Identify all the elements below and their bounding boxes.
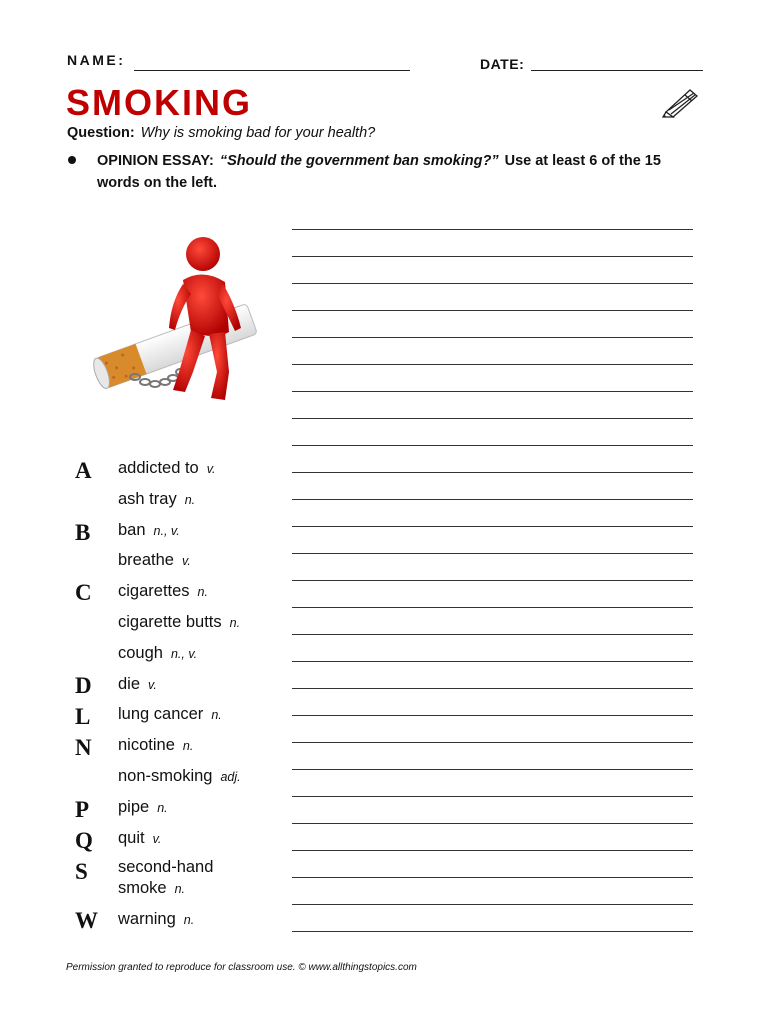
vocab-item [118, 909, 194, 931]
vocab-item [118, 643, 197, 665]
instruction-prefix: OPINION ESSAY: [97, 153, 214, 169]
writing-line[interactable] [292, 256, 693, 257]
writing-line[interactable] [292, 337, 693, 338]
part-of-speech: n. [229, 616, 241, 630]
writing-line[interactable] [292, 607, 693, 608]
question-label: Question: [67, 125, 135, 141]
index-letter: D [75, 673, 92, 698]
vocab-word: non-smoking [118, 767, 213, 785]
vocab-item [118, 458, 216, 480]
part-of-speech: n., v. [170, 647, 198, 661]
writing-line[interactable] [292, 877, 693, 878]
man-chained-to-cigarette-illustration [75, 232, 265, 412]
writing-line[interactable] [292, 283, 693, 284]
index-letter: A [75, 458, 92, 483]
instruction-suffix: Use at least 6 of the 15 words on the left. [97, 153, 661, 191]
writing-line[interactable] [292, 661, 693, 662]
index-letter: P [75, 797, 90, 822]
name-label: NAME: [67, 52, 126, 68]
vocab-word: quit [118, 829, 145, 847]
vocab-item [118, 735, 193, 757]
vocab-word: cigarette butts [118, 613, 222, 631]
vocab-item [118, 581, 208, 603]
vocab-item [118, 520, 180, 542]
vocab-word: ban [118, 521, 146, 539]
vocab-word: cough [118, 644, 163, 662]
writing-line[interactable] [292, 310, 693, 311]
part-of-speech: n., v. [153, 524, 180, 538]
writing-line[interactable] [292, 526, 693, 527]
vocab-item [118, 766, 241, 788]
part-of-speech: v. [206, 462, 216, 476]
vocab-word: warning [118, 910, 176, 928]
bullet-point [68, 156, 76, 164]
vocab-item [118, 828, 161, 850]
vocab-word: nicotine [118, 736, 175, 754]
vocab-word: lung cancer [118, 705, 204, 723]
part-of-speech: n. [157, 801, 168, 815]
vocab-word: addicted to [118, 459, 199, 477]
writing-line[interactable] [292, 796, 693, 797]
vocab-item [118, 674, 157, 696]
vocab-item [118, 550, 191, 572]
writing-line[interactable] [292, 364, 693, 365]
index-letter: W [75, 908, 98, 933]
essay-instructions [97, 150, 707, 194]
vocab-item [118, 857, 238, 900]
vocab-word: second-hand smoke [118, 858, 214, 897]
vocab-word: die [118, 675, 141, 693]
writing-line[interactable] [292, 391, 693, 392]
writing-line[interactable] [292, 688, 693, 689]
index-letter: Q [75, 828, 93, 853]
index-letter: C [75, 580, 92, 605]
writing-line[interactable] [292, 769, 693, 770]
writing-line[interactable] [292, 229, 693, 230]
part-of-speech: v. [152, 832, 162, 846]
vocab-item [118, 489, 195, 511]
part-of-speech: n. [197, 585, 208, 599]
vocab-word: ash tray [118, 490, 177, 508]
footer-permission: Permission granted to reproduce for classroom use. © www.allthingstopics.com [66, 962, 417, 973]
writing-line[interactable] [292, 715, 693, 716]
writing-line[interactable] [292, 742, 693, 743]
part-of-speech: n. [211, 708, 222, 722]
date-field-line[interactable] [531, 70, 703, 71]
question-text: Why is smoking bad for your health? [140, 125, 376, 141]
vocab-item [118, 797, 168, 819]
writing-line[interactable] [292, 499, 693, 500]
writing-line[interactable] [292, 823, 693, 824]
part-of-speech: n. [183, 913, 195, 927]
part-of-speech: adj. [220, 770, 241, 784]
index-letter: N [75, 735, 92, 760]
vocab-item [118, 704, 222, 726]
instruction-quote: “Should the government ban smoking?” [219, 153, 499, 169]
vocab-word: breathe [118, 551, 174, 569]
index-letter: S [75, 859, 88, 884]
writing-line[interactable] [292, 904, 693, 905]
writing-line[interactable] [292, 553, 693, 554]
part-of-speech: n. [174, 882, 186, 896]
index-letter: B [75, 520, 91, 545]
page-title: SMOKING [66, 82, 253, 123]
vocab-item [118, 612, 240, 634]
writing-line[interactable] [292, 931, 693, 932]
date-label: DATE: [480, 56, 525, 72]
name-field-line[interactable] [134, 70, 410, 71]
writing-line[interactable] [292, 418, 693, 419]
part-of-speech: v. [148, 678, 157, 692]
pencil-icon [660, 86, 700, 118]
vocab-word: cigarettes [118, 582, 190, 600]
question-line [67, 125, 375, 141]
vocab-word: pipe [118, 798, 150, 816]
part-of-speech: n. [182, 739, 194, 753]
writing-line[interactable] [292, 850, 693, 851]
writing-line[interactable] [292, 472, 693, 473]
writing-line[interactable] [292, 580, 693, 581]
part-of-speech: n. [184, 493, 196, 507]
writing-line[interactable] [292, 634, 693, 635]
index-letter: L [75, 704, 91, 729]
writing-line[interactable] [292, 445, 693, 446]
part-of-speech: v. [181, 554, 191, 568]
